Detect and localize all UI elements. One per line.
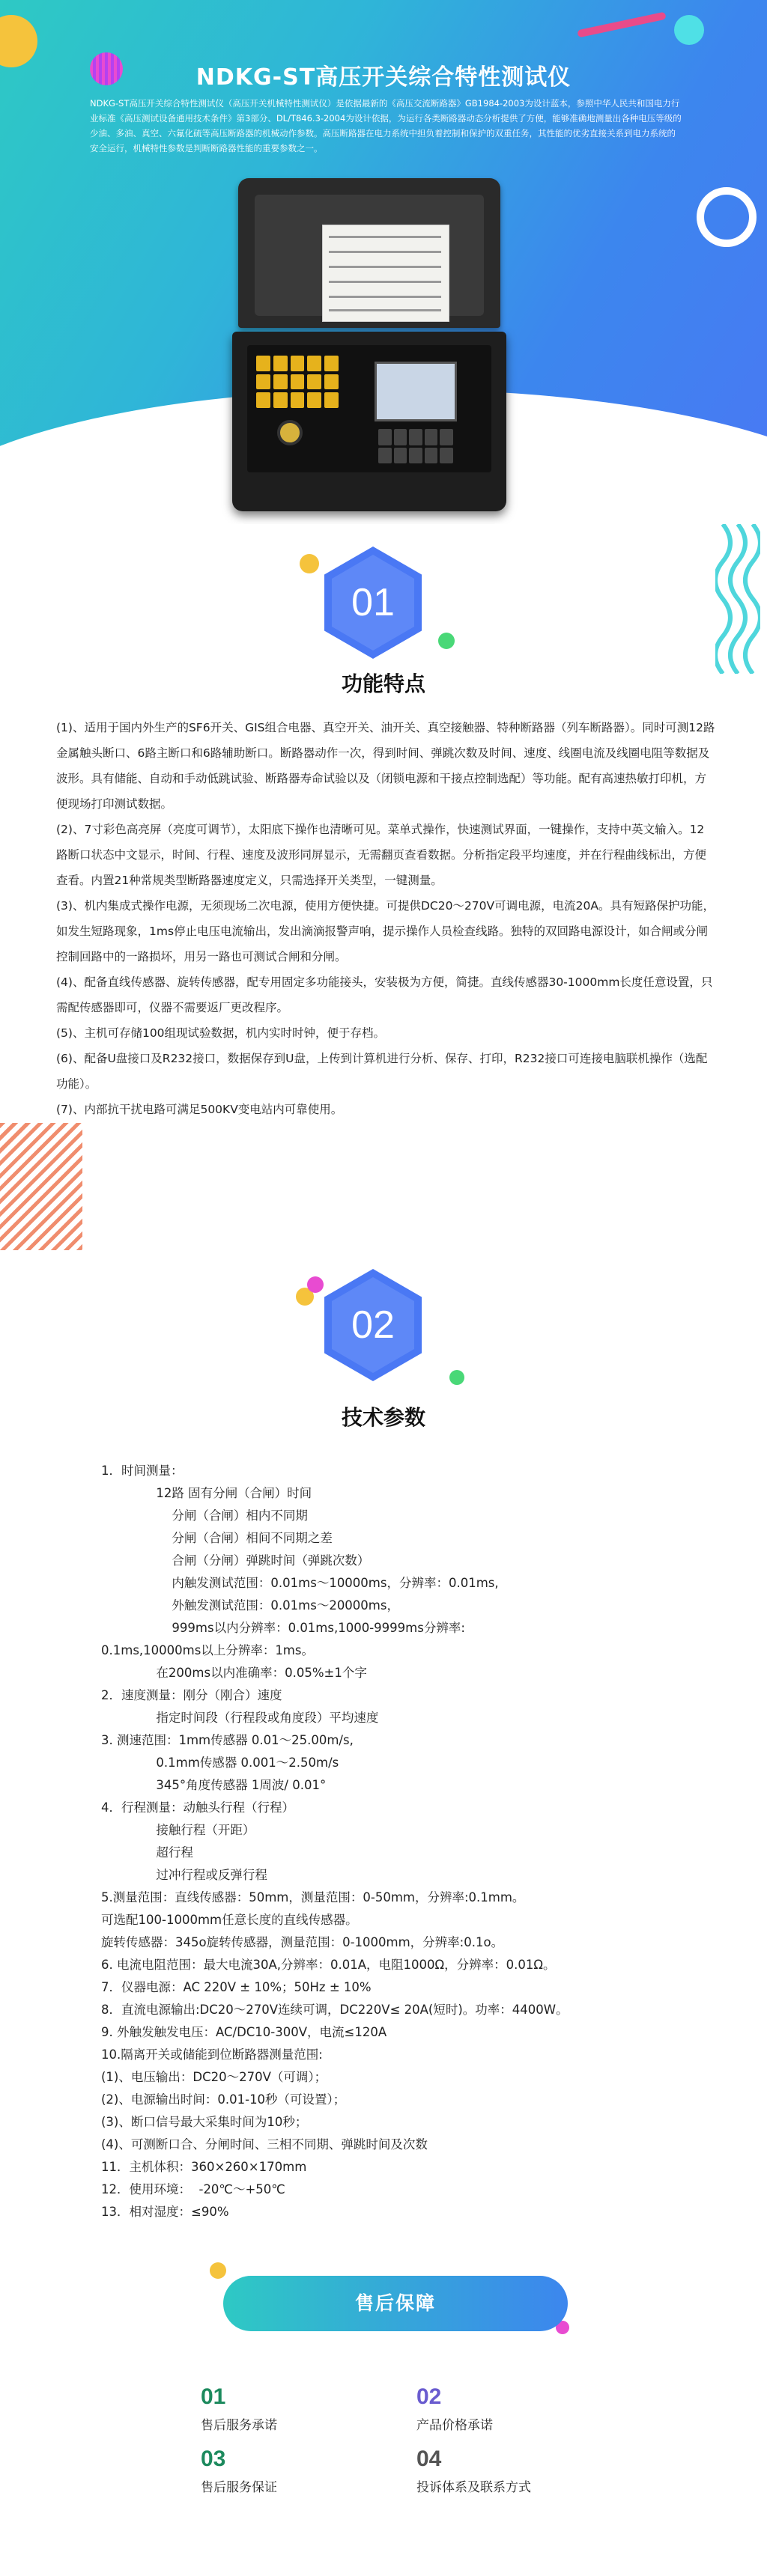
spec-row: 10.隔离开关或储能到位断路器测量范围:: [101, 2047, 323, 2062]
spec-row: (2)、电源输出时间：0.01-10秒（可设置）；: [101, 2092, 346, 2107]
wiring-diagram-sheet: [322, 225, 449, 322]
deco-dot: [449, 1370, 464, 1385]
spec-row: 超行程: [101, 1845, 193, 1860]
terminal-block: [256, 356, 339, 408]
spec-row: 12．使用环境： -20℃～+50℃: [101, 2182, 285, 2196]
spec-row: 分闸（合闸）相间不同期之差: [101, 1531, 333, 1545]
spec-row: 接触行程（开距）: [101, 1823, 255, 1837]
after-sales-item[interactable]: [416, 2446, 531, 2495]
spec-row: 外触发测试范围：0.01ms～20000ms，: [101, 1598, 399, 1613]
section-title-specs: 技术参数: [341, 1405, 425, 1430]
spec-row: 旋转传感器：345o旋转传感器，测量范围：0-1000mm，分辨率:0.1o。: [101, 1935, 504, 1949]
spec-row: 合闸（分闸）弹跳时间（弹跳次数）: [101, 1553, 370, 1568]
section-badge-02: [324, 1269, 422, 1381]
keypad: [378, 429, 453, 463]
knob-icon: [277, 420, 303, 445]
case-body: [232, 332, 506, 511]
wave-decoration: [715, 524, 760, 674]
intro-text: NDKG-ST高压开关综合特性测试仪（高压开关机械特性测试仪）是依据最新的《高压交流断路器》GB1984-2003为设计蓝本，参照中华人民共和国电力行业标准《高压测试设备通用技术条件》第3部分、DL/T846.3-2004为设计依据，为运行各类断路器动态分析提供了方便，能够准确地测量出各种电压等级的少油、多油、真空、六氟化硫等高压断路器的机械动作参数。高压断路器在电力系统中担负着控制和保护的双重任务，其性能的优劣直接关系到电力系统的安全运行，机械特性参数是判断断路器性能的重要参数之一。: [90, 98, 682, 153]
spec-row: 可选配100-1000mm任意长度的直线传感器。: [101, 1913, 358, 1927]
feature-item: (5)、主机可存储100组现试验数据，机内实时时钟，便于存档。: [56, 1026, 386, 1040]
deco-dot: [307, 1276, 324, 1293]
item-number: 01: [201, 2384, 226, 2409]
lcd-screen: [375, 362, 457, 421]
spec-row: 过冲行程或反弹行程: [101, 1868, 267, 1882]
item-label: 投诉体系及联系方式: [416, 2480, 531, 2495]
item-number: 03: [201, 2446, 226, 2471]
section-number: 01: [351, 581, 395, 624]
spec-row: 分闸（合闸）相内不同期: [101, 1508, 308, 1523]
spec-row: 内触发测试范围：0.01ms～10000ms，分辨率：0.01ms,: [101, 1576, 499, 1590]
spec-row: (3)、断口信号最大采集时间为10秒；: [101, 2115, 308, 2129]
item-label: 售后服务保证: [201, 2480, 277, 2495]
section-title-features: 功能特点: [341, 672, 425, 696]
deco-dot: [300, 554, 319, 573]
feature-item: (7)、内部抗干扰电路可满足500KV变电站内可靠使用。: [56, 1103, 343, 1116]
feature-item: (3)、机内集成式操作电源，无须现场二次电源，使用方便快捷。可提供DC20～270V可调电源，电流20A。具有短路保护功能，如发生短路现象，1ms停止电压电流输出，发出滴滴报警声响，提示操作人员检查线路。独特的双回路电源设计，如合闸或分闸控制回路中的一路损坏，用另一路也可测试合闸和分闸。: [56, 899, 715, 963]
hero-banner: [0, 0, 767, 524]
spec-row: 12路 固有分闸（合闸）时间: [101, 1486, 312, 1500]
spec-row: 999ms以内分辨率：0.01ms,1000-9999ms分辨率:: [101, 1621, 465, 1635]
spec-row: 11．主机体积：360×260×170mm: [101, 2160, 307, 2174]
spec-row: 在200ms以内准确率：0.05%±1个字: [101, 1666, 367, 1680]
spec-row: 指定时间段（行程段或角度段）平均速度: [101, 1711, 379, 1725]
page-title: NDKG-ST高压开关综合特性测试仪: [195, 64, 572, 91]
feature-item: (1)、适用于国内外生产的SF6开关、GIS组合电器、真空开关、油开关、真空接触器、特种断路器（列车断路器）。同时可测12路金属触头断口、6路主断口和6路辅助断口。断路器动作一次，得到时间、弹跳次数及时间、速度、线圈电流及线圈电阻等数据及波形。具有储能、自动和手动低跳试验、断路器寿命试验以及（闭锁电源和干接点控制选配）等功能。配有高速热敏打印机，方便现场打印测试数据。: [56, 721, 715, 811]
spec-row: 8．直流电源输出:DC20～270V连续可调，DC220V≤ 20A(短时)。功率：4400W。: [101, 2003, 569, 2017]
after-sales-button[interactable]: 售后保障: [223, 2276, 568, 2331]
spec-row: 7．仪器电源：AC 220V ± 10%；50Hz ± 10%: [101, 1980, 372, 1994]
case-lid: [238, 178, 500, 328]
spec-row: 9. 外触发触发电压：AC/DC10-300V，电流≤120A: [101, 2025, 387, 2039]
deco-circle: [697, 187, 757, 247]
spec-row: 0.1ms,10000ms以上分辨率：1ms。: [101, 1643, 314, 1657]
after-sales-item[interactable]: [201, 2446, 277, 2495]
spec-row: 5.测量范围：直线传感器：50mm，测量范围：0-50mm，分辨率:0.1mm。: [101, 1890, 525, 1904]
deco-circle: [674, 15, 704, 45]
spec-row: 6. 电流电阻范围：最大电流30A,分辨率：0.01A，电阻1000Ω，分辨率：0.01Ω。: [101, 1958, 556, 1972]
stripe-decoration: [0, 1123, 82, 1250]
item-label: 产品价格承诺: [416, 2418, 493, 2433]
spec-row: 13．相对湿度：≤90%: [101, 2205, 229, 2219]
item-label: 售后服务承诺: [201, 2418, 277, 2433]
spec-row: 3. 测速范围：1mm传感器 0.01～25.00m/s,: [101, 1733, 354, 1747]
feature-item: (4)、配备直线传感器、旋转传感器，配专用固定多功能接头，安装极为方便，简捷。直线传感器30-1000mm长度任意设置，只需配传感器即可，仪器不需要返厂更改程序。: [56, 975, 713, 1014]
feature-item: (2)、7寸彩色高亮屏（亮度可调节），太阳底下操作也清晰可见。菜单式操作，快速测试界面，一键操作，支持中英文输入。12路断口状态中文显示，时间、行程、速度及波形同屏显示，无需翻页查看数据。分析指定段平均速度，并在行程曲线标出，方便查看。内置21种常规类型断路器速度定义，只需选择开关类型，一键测量。: [56, 823, 707, 887]
features-list: [56, 715, 715, 1122]
section-badge-01: [324, 546, 422, 659]
feature-item: (6)、配备U盘接口及R232接口，数据保存到U盘，上传到计算机进行分析、保存、打印，R232接口可连接电脑联机操作（选配功能）。: [56, 1052, 708, 1091]
spec-row: (1)、电压输出：DC20～270V（可调）；: [101, 2070, 327, 2084]
spec-row: 4．行程测量：动触头行程（行程）: [101, 1800, 294, 1815]
product-device-image: [238, 178, 500, 515]
item-number: 04: [416, 2446, 442, 2471]
spec-row: 345°角度传感器 1周波/ 0.01°: [101, 1778, 327, 1792]
specs-list: [101, 1460, 700, 2223]
deco-dot: [210, 2262, 226, 2279]
section-number: 02: [351, 1303, 395, 1347]
deco-dot: [438, 633, 455, 649]
spec-row: 2．速度测量：刚分（刚合）速度: [101, 1688, 282, 1702]
item-number: 02: [416, 2384, 442, 2409]
spec-row: 1．时间测量：: [101, 1464, 184, 1478]
spec-row: (4)、可测断口合、分闸时间、三相不同期、弹跳时间及次数: [101, 2137, 428, 2152]
control-panel: [247, 345, 491, 472]
after-sales-item[interactable]: [201, 2384, 277, 2433]
after-sales-item[interactable]: [416, 2384, 493, 2433]
spec-row: 0.1mm传感器 0.001～2.50m/s: [101, 1756, 339, 1770]
